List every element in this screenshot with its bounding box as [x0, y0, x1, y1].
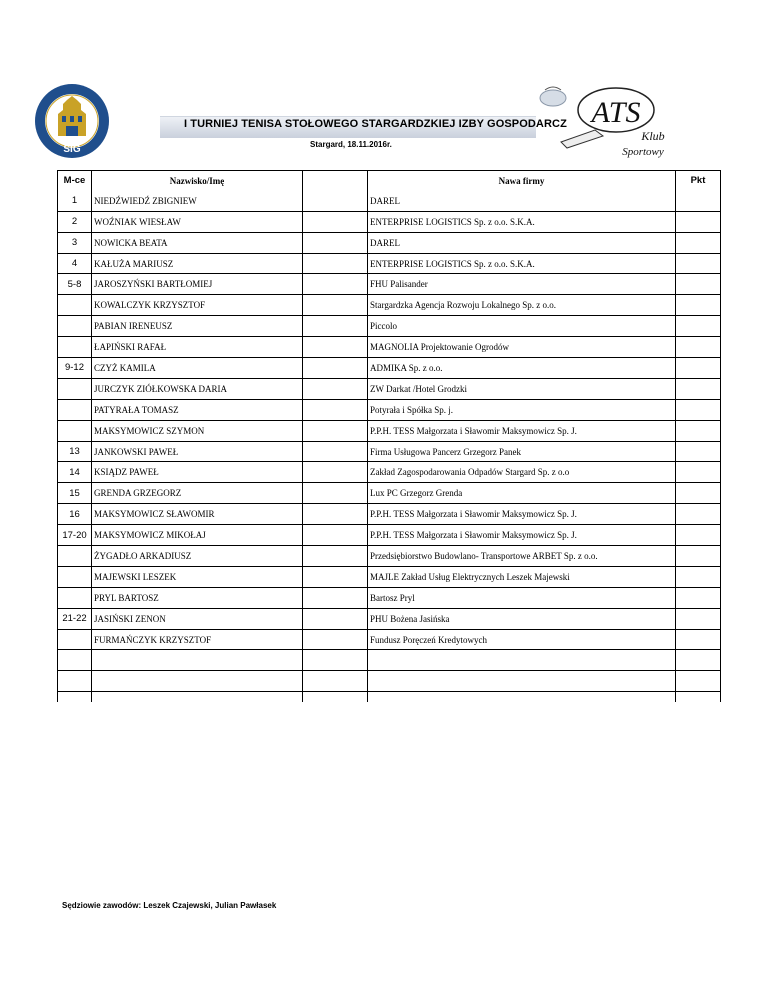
name-cell: JASIŃSKI ZENON — [92, 608, 303, 629]
place-cell: 2 — [58, 211, 92, 232]
name-cell: ŻYGADŁO ARKADIUSZ — [92, 546, 303, 567]
points-cell — [676, 253, 721, 274]
points-cell — [676, 483, 721, 504]
table-row — [58, 253, 721, 274]
points-cell — [676, 232, 721, 253]
points-cell — [676, 316, 721, 337]
place-cell: 16 — [58, 504, 92, 525]
logo-abbr: SIG — [63, 144, 81, 155]
name-cell: JAROSZYŃSKI BARTŁOMIEJ — [92, 274, 303, 295]
place-cell: 14 — [58, 462, 92, 483]
filler-cell — [58, 692, 92, 703]
table-row — [58, 211, 721, 232]
spacer-cell — [303, 337, 368, 358]
company-cell: DAREL — [368, 232, 676, 253]
name-cell: MAKSYMOWICZ MIKOŁAJ — [92, 525, 303, 546]
name-cell: PRYL BARTOSZ — [92, 587, 303, 608]
company-cell: P.P.H. TESS Małgorzata i Sławomir Maksymowicz Sp. J. — [368, 525, 676, 546]
company-cell: P.P.H. TESS Małgorzata i Sławomir Maksymowicz Sp. J. — [368, 420, 676, 441]
table-row — [58, 378, 721, 399]
company-cell: DAREL — [368, 191, 676, 211]
company-cell: Zakład Zagospodarowania Odpadów Stargard Sp. z o.o — [368, 462, 676, 483]
company-cell: ADMIKA Sp. z o.o. — [368, 358, 676, 379]
logo-sub1: Klub — [641, 129, 665, 143]
table-row — [58, 232, 721, 253]
table-row — [58, 295, 721, 316]
spacer-cell — [303, 253, 368, 274]
spacer-cell — [303, 420, 368, 441]
company-cell: MAGNOLIA Projektowanie Ogrodów — [368, 337, 676, 358]
spacer-cell — [303, 232, 368, 253]
company-cell: Piccolo — [368, 316, 676, 337]
points-cell — [676, 378, 721, 399]
place-cell: 21-22 — [58, 608, 92, 629]
company-cell: P.P.H. TESS Małgorzata i Sławomir Maksymowicz Sp. J. — [368, 504, 676, 525]
table-header-row — [58, 171, 721, 191]
results-table — [57, 170, 721, 702]
place-cell — [58, 316, 92, 337]
points-cell — [676, 295, 721, 316]
place-cell: 9-12 — [58, 358, 92, 379]
sig-logo — [28, 82, 116, 160]
header-points: Pkt — [676, 171, 721, 191]
table-row — [58, 629, 721, 650]
company-cell: Firma Usługowa Pancerz Grzegorz Panek — [368, 441, 676, 462]
spacer-cell — [303, 566, 368, 587]
name-cell: PATYRAŁA TOMASZ — [92, 399, 303, 420]
spacer-cell — [303, 295, 368, 316]
name-cell: KOWALCZYK KRZYSZTOF — [92, 295, 303, 316]
table-filler-row — [58, 692, 721, 703]
company-cell — [368, 671, 676, 692]
spacer-cell — [303, 608, 368, 629]
name-cell: NOWICKA BEATA — [92, 232, 303, 253]
points-cell — [676, 587, 721, 608]
name-cell: JANKOWSKI PAWEŁ — [92, 441, 303, 462]
place-cell — [58, 566, 92, 587]
table-row — [58, 316, 721, 337]
company-cell: Przedsiębiorstwo Budowlano- Transportowe ARBET Sp. z o.o. — [368, 546, 676, 567]
spacer-cell — [303, 316, 368, 337]
table-row — [58, 671, 721, 692]
company-cell: Fundusz Poręczeń Kredytowych — [368, 629, 676, 650]
place-cell: 1 — [58, 191, 92, 211]
name-cell: GRENDA GRZEGORZ — [92, 483, 303, 504]
header-spacer — [303, 171, 368, 191]
table-row — [58, 566, 721, 587]
spacer-cell — [303, 629, 368, 650]
name-cell: WOŹNIAK WIESŁAW — [92, 211, 303, 232]
table-row — [58, 650, 721, 671]
place-cell: 5-8 — [58, 274, 92, 295]
place-cell: 4 — [58, 253, 92, 274]
spacer-cell — [303, 191, 368, 211]
name-cell: FURMAŃCZYK KRZYSZTOF — [92, 629, 303, 650]
name-cell — [92, 671, 303, 692]
spacer-cell — [303, 441, 368, 462]
name-cell: NIEDŹWIEDŹ ZBIGNIEW — [92, 191, 303, 211]
points-cell — [676, 337, 721, 358]
table-row — [58, 504, 721, 525]
points-cell — [676, 671, 721, 692]
name-cell — [92, 650, 303, 671]
points-cell — [676, 525, 721, 546]
points-cell — [676, 546, 721, 567]
place-cell: 13 — [58, 441, 92, 462]
company-cell: Stargardzka Agencja Rozwoju Lokalnego Sp. z o.o. — [368, 295, 676, 316]
header-place: M-ce — [58, 171, 92, 191]
page-title: I TURNIEJ TENISA STOŁOWEGO STARGARDZKIEJ IZBY GOSPODARCZ — [184, 118, 567, 130]
points-cell — [676, 358, 721, 379]
points-cell — [676, 650, 721, 671]
place-cell — [58, 295, 92, 316]
place-cell — [58, 671, 92, 692]
table-row — [58, 608, 721, 629]
place-cell: 17-20 — [58, 525, 92, 546]
points-cell — [676, 191, 721, 211]
table-row — [58, 546, 721, 567]
spacer-cell — [303, 483, 368, 504]
company-cell: ENTERPRISE LOGISTICS Sp. z o.o. S.K.A. — [368, 253, 676, 274]
place-cell — [58, 587, 92, 608]
table-row — [58, 525, 721, 546]
company-cell: FHU Palisander — [368, 274, 676, 295]
place-cell — [58, 337, 92, 358]
spacer-cell — [303, 378, 368, 399]
company-cell: MAJLE Zakład Usług Elektrycznych Leszek Majewski — [368, 566, 676, 587]
points-cell — [676, 399, 721, 420]
page-subtitle: Stargard, 18.11.2016r. — [310, 140, 392, 149]
points-cell — [676, 608, 721, 629]
table-row — [58, 399, 721, 420]
filler-cell — [368, 692, 676, 703]
name-cell: CZYŻ KAMILA — [92, 358, 303, 379]
spacer-cell — [303, 671, 368, 692]
company-cell: Potyrała i Spółka Sp. j. — [368, 399, 676, 420]
company-cell: Bartosz Pryl — [368, 587, 676, 608]
spacer-cell — [303, 650, 368, 671]
name-cell: ŁAPIŃSKI RAFAŁ — [92, 337, 303, 358]
filler-cell — [676, 692, 721, 703]
place-cell — [58, 650, 92, 671]
name-cell: MAJEWSKI LESZEK — [92, 566, 303, 587]
header-company: Nawa firmy — [368, 171, 676, 191]
name-cell: KAŁUŻA MARIUSZ — [92, 253, 303, 274]
logo-text: ATS — [591, 96, 641, 129]
points-cell — [676, 274, 721, 295]
name-cell: PABIAN IRENEUSZ — [92, 316, 303, 337]
company-cell: Lux PC Grzegorz Grenda — [368, 483, 676, 504]
table-row — [58, 274, 721, 295]
place-cell — [58, 399, 92, 420]
table-row — [58, 358, 721, 379]
place-cell — [58, 420, 92, 441]
points-cell — [676, 629, 721, 650]
place-cell — [58, 629, 92, 650]
table-row — [58, 420, 721, 441]
points-cell — [676, 420, 721, 441]
spacer-cell — [303, 462, 368, 483]
place-cell — [58, 378, 92, 399]
company-cell: PHU Bożena Jasińska — [368, 608, 676, 629]
spacer-cell — [303, 525, 368, 546]
filler-cell — [303, 692, 368, 703]
spacer-cell — [303, 358, 368, 379]
logo-sub2: Sportowy — [622, 146, 664, 158]
spacer-cell — [303, 504, 368, 525]
company-cell: ZW Darkat /Hotel Grodzki — [368, 378, 676, 399]
company-cell: ENTERPRISE LOGISTICS Sp. z o.o. S.K.A. — [368, 211, 676, 232]
company-cell — [368, 650, 676, 671]
filler-cell — [92, 692, 303, 703]
name-cell: MAKSYMOWICZ SZYMON — [92, 420, 303, 441]
table-row — [58, 191, 721, 211]
table-row — [58, 483, 721, 504]
name-cell: JURCZYK ZIÓŁKOWSKA DARIA — [92, 378, 303, 399]
table-row — [58, 441, 721, 462]
place-cell: 15 — [58, 483, 92, 504]
spacer-cell — [303, 211, 368, 232]
spacer-cell — [303, 399, 368, 420]
table-row — [58, 462, 721, 483]
judges-footer: Sędziowie zawodów: Leszek Czajewski, Julian Pawłasek — [62, 901, 277, 910]
place-cell: 3 — [58, 232, 92, 253]
points-cell — [676, 211, 721, 232]
place-cell — [58, 546, 92, 567]
table-row — [58, 337, 721, 358]
points-cell — [676, 566, 721, 587]
points-cell — [676, 462, 721, 483]
name-cell: MAKSYMOWICZ SŁAWOMIR — [92, 504, 303, 525]
spacer-cell — [303, 274, 368, 295]
points-cell — [676, 504, 721, 525]
spacer-cell — [303, 546, 368, 567]
table-row — [58, 587, 721, 608]
spacer-cell — [303, 587, 368, 608]
name-cell: KSIĄDZ PAWEŁ — [92, 462, 303, 483]
header-name: Nazwisko/Imę — [92, 171, 303, 191]
points-cell — [676, 441, 721, 462]
